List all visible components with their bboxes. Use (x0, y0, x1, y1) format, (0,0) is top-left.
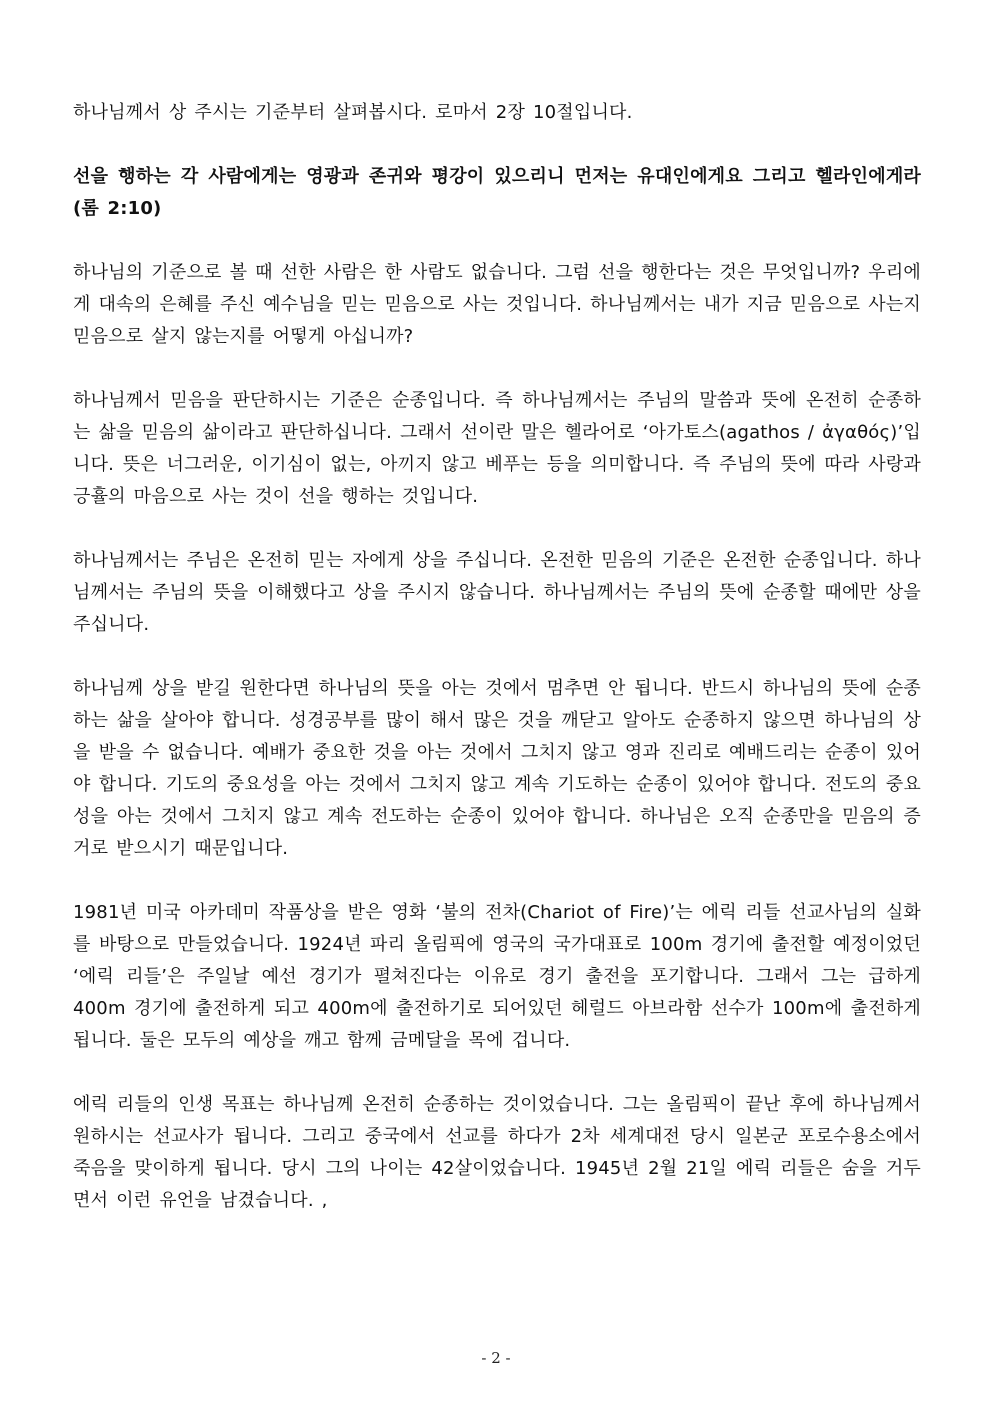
document-page (73, 97, 921, 1249)
paragraph-standard: 하나님의 기준으로 볼 때 선한 사람은 한 사람도 없습니다. 그럼 선을 행한다는 것은 무엇입니까? 우리에게 대속의 은혜를 주신 예수님을 믿는 믿음으로 사는 것입니다. 하나님께서는 내가 지금 믿음으로 사는지 믿음으로 살지 않는지를 어떻게 아십니까? (73, 262, 921, 347)
paragraph-eric-liddell: 에릭 리들의 인생 목표는 하나님께 온전히 순종하는 것이었습니다. 그는 올림픽이 끝난 후에 하나님께서 원하시는 선교사가 됩니다. 그리고 중국에서 선교를 하다가 2차 세계대전 당시 일본군 포로수용소에서 죽음을 맞이하게 됩니다. 당시 그의 나이는 42살이었습니다. 1945년 2월 21일 에릭 리들은 숨을 거두면서 이런 유언을 남겼습니다. , (73, 1094, 921, 1211)
paragraph-bible-verse: 선을 행하는 각 사람에게는 영광과 존귀와 평강이 있으리니 먼저는 유대인에게요 그리고 헬라인에게라 (롬 2:10) (73, 166, 921, 219)
paragraph-intro: 하나님께서 상 주시는 기준부터 살펴봅시다. 로마서 2장 10절입니다. (73, 102, 633, 123)
paragraph-chariot-of-fire: 1981년 미국 아카데미 작품상을 받은 영화 ‘불의 전차(Chariot of Fire)’는 에릭 리들 선교사님의 실화를 바탕으로 만들었습니다. 1924년 파리 올림픽에 영국의 국가대표로 100m 경기에 출전할 예정이었던 ‘에릭 리들’은 주일날 예선 경기가 펼쳐진다는 이유로 경기 출전을 포기합니다. 그래서 그는 급하게 400m 경기에 출전하게 되고 400m에 출전하기로 되어있던 헤럴드 아브라함 선수가 100m에 출전하게 됩니다. 둘은 모두의 예상을 깨고 함께 금메달을 목에 겁니다. (73, 902, 921, 1051)
page-number: - 2 - (481, 1349, 511, 1367)
paragraph-practice: 하나님께 상을 받길 원한다면 하나님의 뜻을 아는 것에서 멈추면 안 됩니다. 반드시 하나님의 뜻에 순종하는 삶을 살아야 합니다. 성경공부를 많이 해서 많은 것을 깨닫고 알아도 순종하지 않으면 하나님의 상을 받을 수 없습니다. 예배가 중요한 것을 아는 것에서 그치지 않고 영과 진리로 예배드리는 순종이 있어야 합니다. 기도의 중요성을 아는 것에서 그치지 않고 계속 기도하는 순종이 있어야 합니다. 전도의 중요성을 아는 것에서 그치지 않고 계속 전도하는 순종이 있어야 합니다. 하나님은 오직 순종만을 믿음의 증거로 받으시기 때문입니다. (73, 678, 921, 859)
paragraph-reward: 하나님께서는 주님은 온전히 믿는 자에게 상을 주십니다. 온전한 믿음의 기준은 온전한 순종입니다. 하나님께서는 주님의 뜻을 이해했다고 상을 주시지 않습니다. 하나님께서는 주님의 뜻에 순종할 때에만 상을 주십니다. (73, 550, 921, 635)
paragraph-obedience: 하나님께서 믿음을 판단하시는 기준은 순종입니다. 즉 하나님께서는 주님의 말씀과 뜻에 온전히 순종하는 삶을 믿음의 삶이라고 판단하십니다. 그래서 선이란 말은 헬라어로 ‘아가토스(agathos / ἀγαθός)’입니다. 뜻은 너그러운, 이기심이 없는, 아끼지 않고 베푸는 등을 의미합니다. 즉 주님의 뜻에 따라 사랑과 긍휼의 마음으로 사는 것이 선을 행하는 것입니다. (73, 390, 921, 507)
